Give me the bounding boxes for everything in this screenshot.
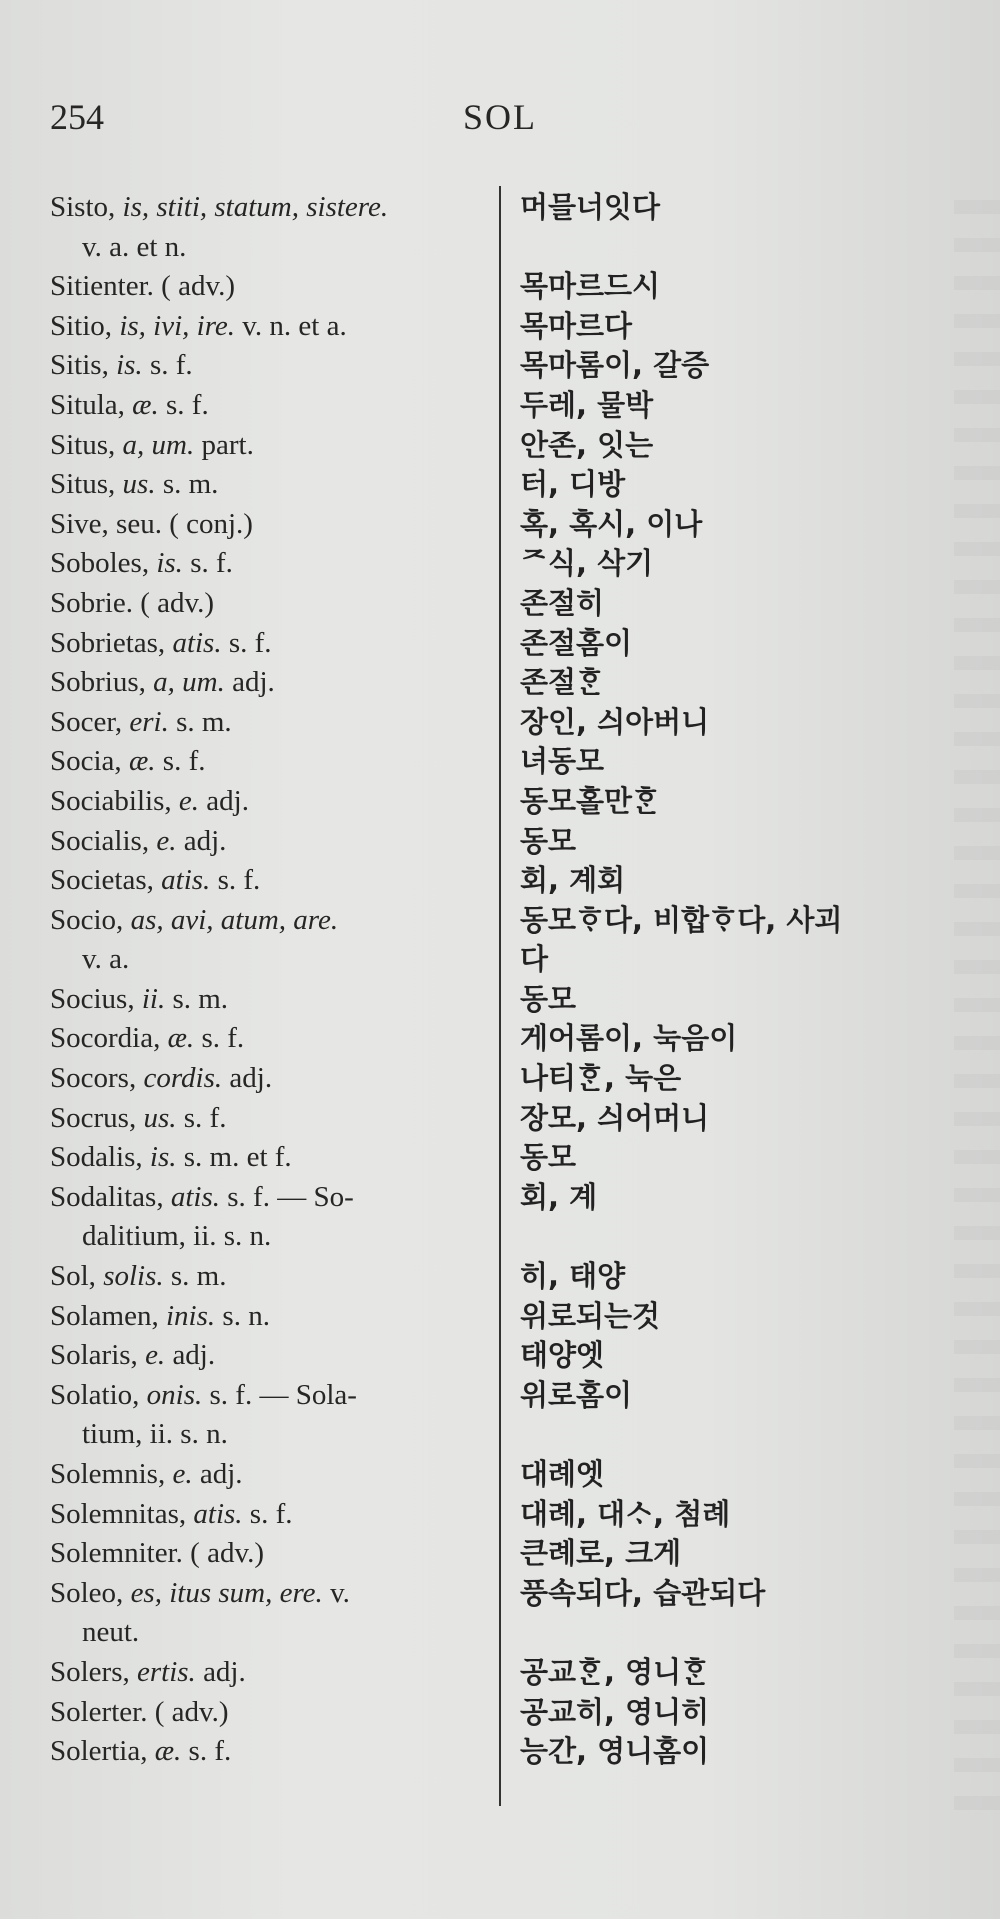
headword: Sol, — [50, 1260, 96, 1293]
inflection: as, avi, atum, are. — [130, 903, 339, 936]
inflection: atis. — [172, 626, 222, 659]
latin-entry — [50, 1019, 492, 1059]
grammar: part. — [201, 428, 254, 461]
inflection: e. — [145, 1339, 166, 1372]
headword: Socius, — [50, 982, 135, 1015]
korean-translation: 회, 계 — [520, 1179, 598, 1214]
grammar: s. f. — [188, 1735, 232, 1768]
latin-entry — [50, 1138, 492, 1178]
korean-translation — [520, 901, 982, 980]
grammar: s. f. — [201, 1022, 245, 1055]
entry-row — [0, 465, 1000, 505]
entry-row — [0, 1732, 1000, 1772]
korean-translation: 동모 — [520, 823, 577, 858]
headword: Soleo, — [50, 1576, 124, 1609]
headword: Solaris, — [50, 1339, 138, 1372]
headword: Sisto, — [50, 191, 116, 223]
korean-translation: 장모, 싀어머니 — [520, 1100, 710, 1135]
grammar: s. n. — [222, 1299, 270, 1332]
inflection: is. — [149, 1141, 177, 1174]
headword: Socia, — [50, 745, 122, 778]
entry-row — [0, 1099, 1000, 1139]
latin-entry — [50, 267, 492, 307]
entry-row — [0, 1178, 1000, 1257]
korean-translation: 혹, 혹시, 이나 — [520, 506, 703, 541]
grammar: s. m. — [172, 982, 229, 1015]
korean-translation: ᄌ식, 삭기 — [520, 546, 654, 581]
headword: Sobrie. — [50, 586, 133, 619]
grammar: s. m. — [162, 468, 219, 501]
entry-row — [0, 426, 1000, 466]
grammar: s. f. — [183, 1101, 227, 1134]
korean-translation: 존절히 — [520, 585, 605, 620]
grammar: adj. — [183, 824, 227, 857]
inflection: es, itus sum, ere. — [130, 1576, 323, 1609]
entry-row — [0, 505, 1000, 545]
grammar: s. f. — [249, 1497, 293, 1530]
latin-entry — [50, 1455, 492, 1495]
entry-row — [0, 782, 1000, 822]
latin-entry — [50, 465, 492, 505]
inflection: a, um. — [153, 666, 225, 699]
entry-row — [0, 188, 1000, 267]
korean-translation: 안존, 잇는 — [520, 427, 654, 462]
latin-entry — [50, 901, 492, 980]
inflection: æ. — [128, 745, 156, 778]
latin-entry — [50, 1495, 492, 1535]
latin-entry — [50, 861, 492, 901]
korean-translation: 대례, 대ᄉᆞ, 첨례 — [520, 1496, 731, 1531]
latin-entry — [50, 188, 492, 267]
entry-row — [0, 544, 1000, 584]
latin-entry — [50, 307, 492, 347]
headword: Sive, seu. — [50, 507, 162, 540]
entry-row — [0, 1138, 1000, 1178]
headword: Socordia, — [50, 1022, 161, 1055]
headword: Socialis, — [50, 824, 150, 857]
inflection: æ. — [132, 388, 159, 421]
grammar: s. f. — [190, 547, 233, 580]
headword: Solertia, — [50, 1735, 148, 1768]
inflection: ertis. — [137, 1655, 196, 1688]
grammar: adj. — [206, 784, 249, 817]
inflection: us. — [143, 1101, 177, 1134]
entry-row — [0, 1534, 1000, 1574]
korean-line: 동모ᄒᆞ다, 비합ᄒᆞ다, 사괴 — [520, 902, 843, 937]
headword: Socer, — [50, 705, 123, 738]
latin-entry — [50, 822, 492, 862]
latin-entry — [50, 703, 492, 743]
korean-translation: 위로홈이 — [520, 1377, 633, 1412]
korean-translation: 존절홈이 — [520, 625, 633, 660]
inflection: solis. — [103, 1260, 164, 1293]
headword: Solamen, — [50, 1299, 159, 1332]
korean-translation: 회, 계회 — [520, 863, 626, 898]
headword: Situs, — [50, 468, 116, 501]
korean-translation: 대례엣 — [520, 1457, 605, 1491]
inflection: e. — [178, 784, 200, 817]
korean-translation: 게어롬이, 눅음이 — [520, 1021, 738, 1056]
korean-translation: 큰례로, 크게 — [520, 1536, 682, 1571]
grammar: ( conj.) — [169, 507, 253, 540]
inflection: is. — [156, 547, 183, 580]
inflection: atis. — [193, 1497, 243, 1530]
latin-entry — [50, 584, 492, 624]
grammar: v. n. et a. — [242, 309, 347, 342]
entry-row — [0, 584, 1000, 624]
page-number: 254 — [50, 97, 104, 137]
entry-row — [0, 1376, 1000, 1455]
korean-translation: 풍속되다, 습관되다 — [520, 1575, 766, 1610]
headword: Solemnitas, — [50, 1497, 187, 1530]
entry-row — [0, 822, 1000, 862]
latin-entry — [50, 1297, 492, 1337]
grammar: s. m. — [176, 705, 232, 738]
latin-entry — [50, 1732, 492, 1772]
headword: Sitienter. — [50, 270, 154, 303]
korean-translation: 위로되는것 — [520, 1298, 661, 1333]
korean-translation: 동모홀만ᄒᆞᆫ — [520, 783, 661, 818]
inflection: eri. — [129, 705, 169, 738]
latin-entry — [50, 1257, 492, 1297]
korean-translation: 히, 태양 — [520, 1259, 626, 1294]
korean-translation: 목마르드시 — [520, 269, 661, 304]
grammar: s. f. — [162, 745, 206, 778]
headword: Socio, — [50, 903, 124, 936]
inflection: is, ivi, ire. — [119, 309, 236, 342]
grammar: ( adv.) — [161, 270, 235, 303]
latin-entry — [50, 1059, 492, 1099]
grammar: s. f. — [217, 864, 261, 897]
latin-entry — [50, 386, 492, 426]
headword: Socors, — [50, 1062, 137, 1095]
headword: Sobrietas, — [50, 626, 166, 659]
grammar-continuation: v. a. — [82, 943, 130, 976]
korean-translation: 목마르다 — [520, 308, 633, 343]
korean-translation: 공교히, 영니히 — [520, 1694, 710, 1729]
entry-row — [0, 624, 1000, 664]
latin-entry — [50, 505, 492, 545]
korean-translation: 동모 — [520, 1140, 577, 1175]
korean-translation: 나티ᄒᆞᆫ, 눅은 — [520, 1061, 682, 1096]
latin-entry — [50, 346, 492, 386]
grammar: ( adv.) — [140, 586, 215, 619]
entry-row — [0, 663, 1000, 703]
inflection: æ. — [154, 1735, 182, 1768]
entry-row — [0, 1019, 1000, 1059]
inflection: æ. — [167, 1022, 195, 1055]
entry-row — [0, 386, 1000, 426]
korean-translation: 동모 — [520, 981, 577, 1016]
inflection: inis. — [166, 1299, 216, 1332]
headword: Situs, — [50, 428, 116, 461]
grammar: ( adv.) — [190, 1537, 264, 1570]
grammar: s. m. et f. — [183, 1141, 292, 1174]
latin-entry — [50, 1178, 492, 1257]
inflection: atis. — [170, 1180, 220, 1213]
grammar: s. f. — [228, 626, 272, 659]
grammar: s. f. — So- — [227, 1180, 354, 1213]
korean-translation: 존절ᄒᆞᆫ — [520, 665, 605, 700]
entry-row — [0, 1297, 1000, 1337]
headword: Societas, — [50, 864, 154, 897]
entry-row — [0, 1336, 1000, 1376]
headword: Sitis, — [50, 349, 109, 382]
grammar: adj. — [232, 666, 275, 699]
grammar-continuation: neut. — [82, 1616, 140, 1649]
headword: Solerter. — [50, 1695, 148, 1728]
korean-continuation: 다 — [520, 942, 549, 977]
grammar: s. m. — [170, 1260, 227, 1293]
entry-row — [0, 1574, 1000, 1653]
grammar: v. — [330, 1576, 350, 1609]
latin-entry — [50, 1534, 492, 1574]
inflection: cordis. — [143, 1062, 223, 1095]
inflection: us. — [122, 468, 156, 501]
latin-entry — [50, 1336, 492, 1376]
running-head: SOL — [462, 97, 537, 137]
headword: Sobrius, — [50, 666, 146, 699]
grammar-continuation: v. a. et n. — [82, 230, 187, 263]
grammar: adj. — [172, 1339, 216, 1372]
korean-translation: 공교ᄒᆞᆫ, 영니ᄒᆞᆫ — [520, 1654, 710, 1689]
inflection: onis. — [146, 1378, 203, 1411]
headword: Solers, — [50, 1655, 130, 1688]
entry-row — [0, 346, 1000, 386]
grammar: s. f. — Sola- — [209, 1378, 357, 1411]
grammar: s. f. — [149, 349, 193, 382]
headword: Sociabilis, — [50, 784, 172, 817]
korean-translation: 머믈너잇다 — [520, 190, 661, 224]
headword: Sitio, — [50, 309, 113, 342]
grammar-continuation: dalitium, ii. s. n. — [82, 1220, 272, 1253]
latin-entry — [50, 624, 492, 664]
entry-row — [0, 1495, 1000, 1535]
entry-row — [0, 980, 1000, 1020]
latin-entry — [50, 426, 492, 466]
headword: Sodalis, — [50, 1141, 143, 1174]
latin-entry — [50, 742, 492, 782]
grammar-continuation: tium, ii. s. n. — [82, 1418, 228, 1451]
korean-translation: 태양엣 — [520, 1338, 605, 1373]
korean-translation: 장인, 싀아버니 — [520, 704, 710, 739]
headword: Solemnis, — [50, 1458, 166, 1490]
headword: Situla, — [50, 388, 125, 421]
entry-row — [0, 1455, 1000, 1495]
inflection: a, um. — [122, 428, 195, 461]
inflection: is, stiti, statum, sistere. — [122, 191, 389, 223]
entry-row — [0, 1059, 1000, 1099]
korean-translation: 목마롬이, 갈증 — [520, 348, 710, 383]
grammar: adj. — [229, 1062, 273, 1095]
entry-row — [0, 703, 1000, 743]
entry-row — [0, 1693, 1000, 1733]
entry-row — [0, 1257, 1000, 1297]
entry-row — [0, 267, 1000, 307]
latin-entry — [50, 663, 492, 703]
latin-entry — [50, 782, 492, 822]
headword: Solemniter. — [50, 1537, 183, 1570]
inflection: e. — [156, 824, 177, 857]
korean-translation: 터, 디방 — [520, 467, 626, 502]
entry-list — [0, 188, 1000, 1772]
korean-translation: 능간, 영니홈이 — [520, 1734, 710, 1769]
entry-row — [0, 307, 1000, 347]
grammar: s. f. — [166, 388, 209, 421]
entry-row — [0, 742, 1000, 782]
entry-row — [0, 1653, 1000, 1693]
entry-row — [0, 861, 1000, 901]
korean-translation: 녀동모 — [520, 744, 605, 779]
entry-row — [0, 901, 1000, 980]
latin-entry — [50, 1099, 492, 1139]
grammar: adj. — [203, 1655, 246, 1688]
grammar: adj. — [199, 1458, 243, 1490]
latin-entry — [50, 1574, 492, 1653]
inflection: is. — [116, 349, 143, 382]
inflection: ii. — [141, 982, 166, 1015]
latin-entry — [50, 1653, 492, 1693]
latin-entry — [50, 1693, 492, 1733]
inflection: atis. — [161, 864, 211, 897]
latin-entry — [50, 1376, 492, 1455]
headword: Sodalitas, — [50, 1180, 164, 1213]
grammar: ( adv.) — [154, 1695, 229, 1728]
latin-entry — [50, 980, 492, 1020]
inflection: e. — [172, 1458, 193, 1490]
headword: Soboles, — [50, 547, 150, 580]
headword: Socrus, — [50, 1101, 137, 1134]
latin-entry — [50, 544, 492, 584]
korean-translation: 두레, 물박 — [520, 387, 654, 422]
headword: Solatio, — [50, 1378, 140, 1411]
